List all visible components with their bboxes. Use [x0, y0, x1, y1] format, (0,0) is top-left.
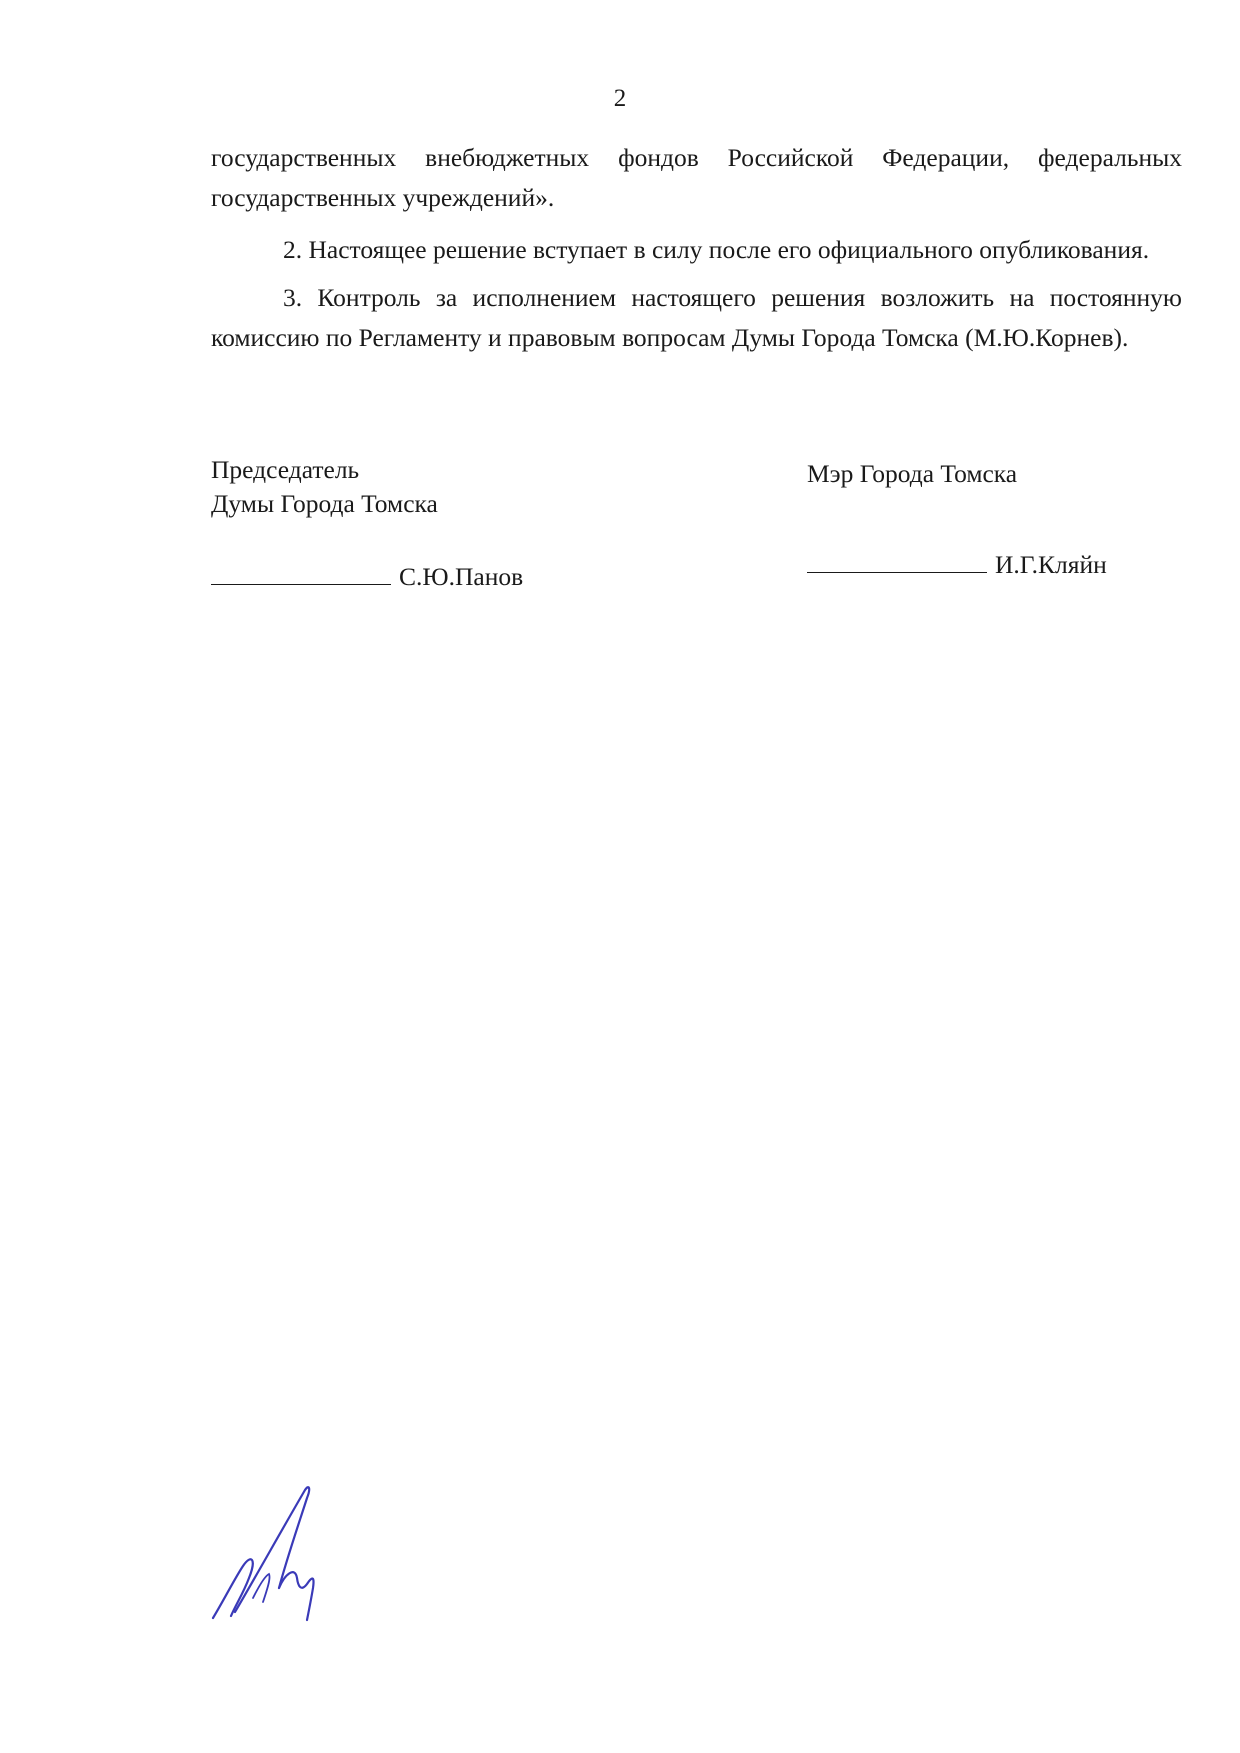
- chairman-signature-line: [211, 560, 523, 594]
- signature-underline: [807, 548, 987, 573]
- paragraph-2: 2. Настоящее решение вступает в силу после его официального опубликования.: [283, 235, 1150, 264]
- mayor-name: И.Г.Кляйн: [995, 550, 1107, 579]
- page-number: 2: [613, 85, 627, 112]
- paragraph-intro: государственных внебюджетных фондов Российской Федерации, федеральных государственных учреждений».: [211, 143, 1182, 212]
- chairman-title-line1: Председатель: [211, 455, 360, 484]
- mayor-signature-line: [807, 548, 1107, 582]
- paragraph-3: 3. Контроль за исполнением настоящего решения возложить на постоянную комиссию по Регламенту и правовым вопросам Думы Города Томска (М.Ю.Корнев).: [211, 283, 1182, 352]
- signature-underline: [211, 560, 391, 585]
- signature-block-mayor: [807, 457, 1017, 491]
- mayor-title: Мэр Города Томска: [807, 459, 1018, 488]
- signature-block-chairman: [211, 453, 438, 521]
- chairman-name: С.Ю.Панов: [399, 562, 524, 591]
- chairman-title-line2: Думы Города Томска: [211, 489, 438, 518]
- handwritten-signature: [205, 1478, 335, 1628]
